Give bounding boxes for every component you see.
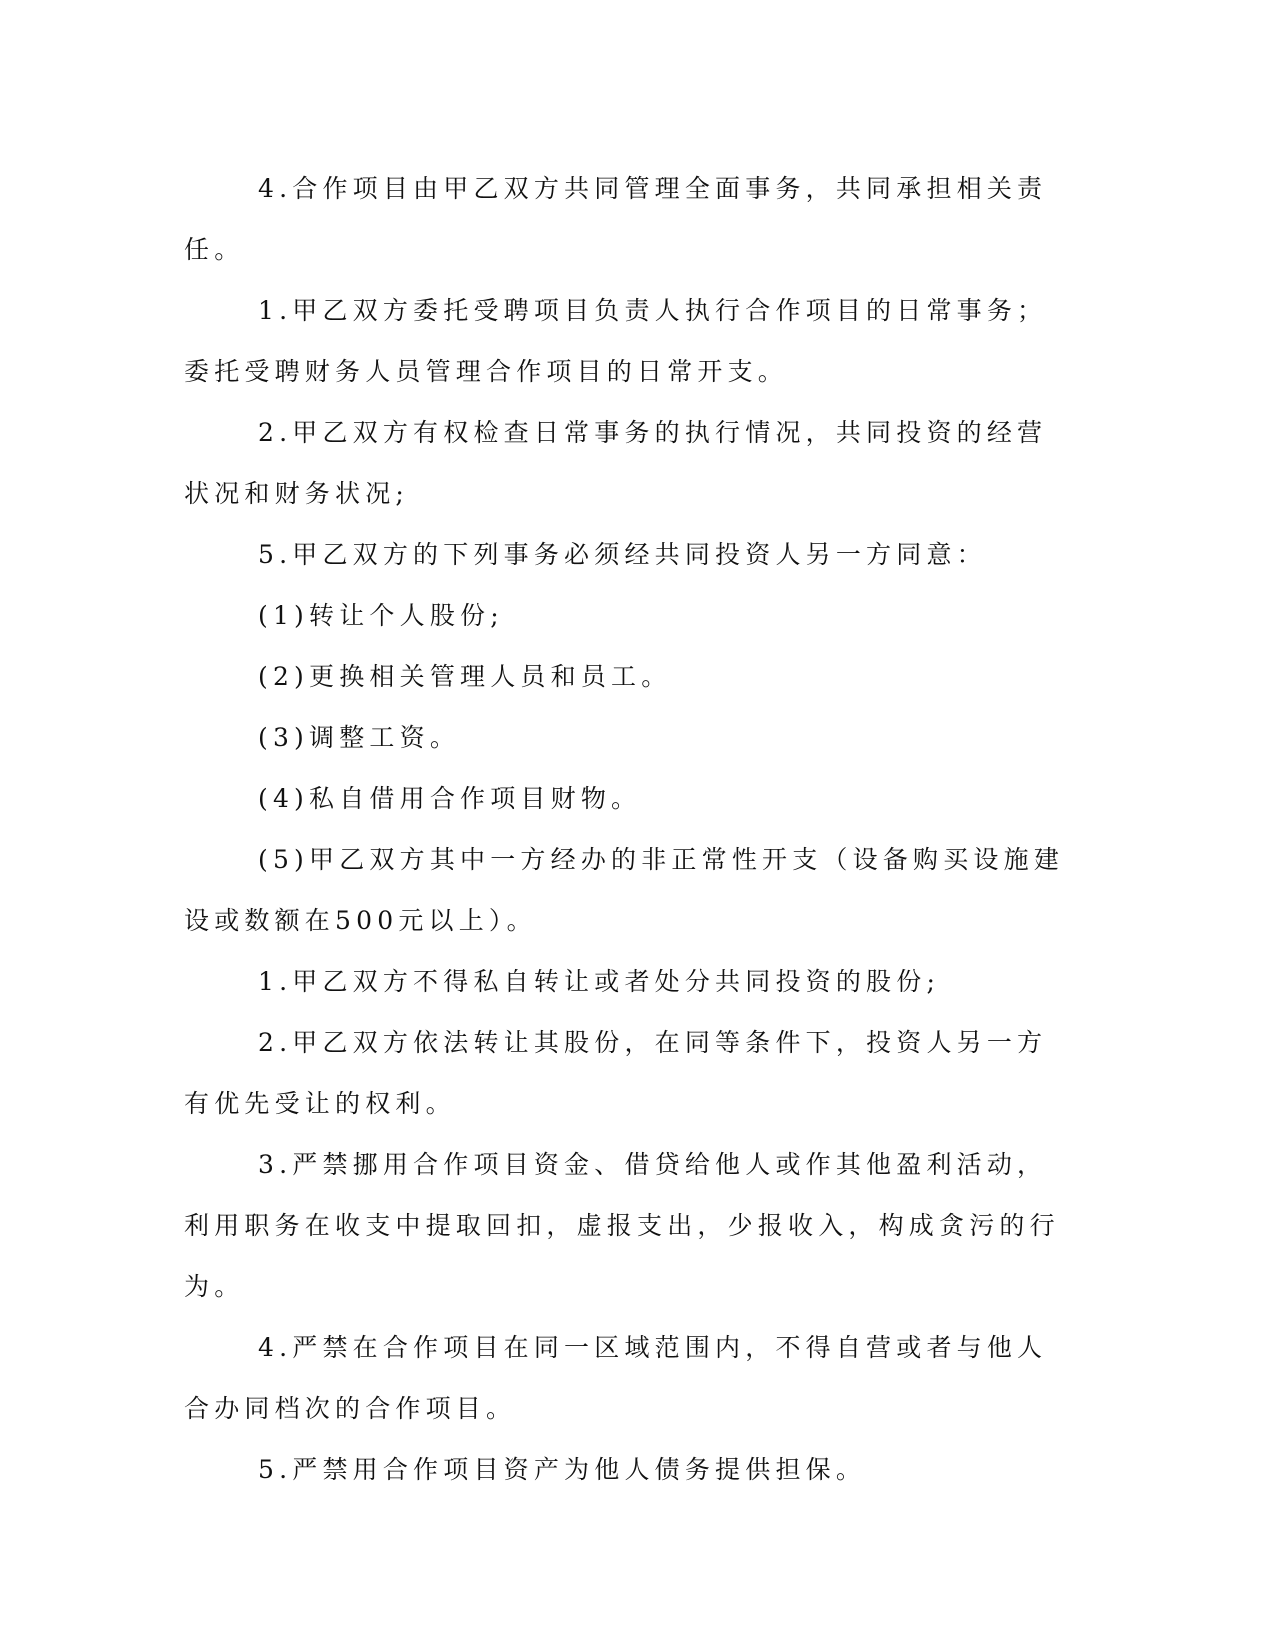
list-item: (4)私自借用合作项目财物。 bbox=[258, 784, 642, 813]
paragraph: 2.甲乙双方依法转让其股份，在同等条件下，投资人另一方有优先受让的权利。 bbox=[184, 1028, 1048, 1118]
document-body bbox=[184, 158, 1074, 1500]
paragraph: 3.严禁挪用合作项目资金、借贷给他人或作其他盈利活动，利用职务在收支中提取回扣，虚报支出，少报收入，构成贪污的行为。 bbox=[184, 1150, 1060, 1301]
paragraph: 5.严禁用合作项目资产为他人债务提供担保。 bbox=[258, 1455, 867, 1484]
paragraph: 1.甲乙双方委托受聘项目负责人执行合作项目的日常事务；委托受聘财务人员管理合作项目的日常开支。 bbox=[184, 296, 1048, 386]
paragraph: 2.甲乙双方有权检查日常事务的执行情况，共同投资的经营状况和财务状况; bbox=[184, 418, 1048, 508]
list-item: (5)甲乙双方其中一方经办的非正常性开支（设备购买设施建设或数额在500元以上）。 bbox=[184, 845, 1065, 935]
paragraph: 4.合作项目由甲乙双方共同管理全面事务，共同承担相关责任。 bbox=[184, 174, 1048, 264]
paragraph: 1.甲乙双方不得私自转让或者处分共同投资的股份; bbox=[258, 967, 941, 996]
list-item: (2)更换相关管理人员和员工。 bbox=[258, 662, 672, 691]
list-item: (3)调整工资。 bbox=[258, 723, 461, 752]
paragraph: 4.严禁在合作项目在同一区域范围内，不得自营或者与他人合办同档次的合作项目。 bbox=[184, 1333, 1048, 1423]
paragraph: 5.甲乙双方的下列事务必须经共同投资人另一方同意： bbox=[258, 540, 987, 569]
list-item: (1)转让个人股份; bbox=[258, 601, 504, 630]
